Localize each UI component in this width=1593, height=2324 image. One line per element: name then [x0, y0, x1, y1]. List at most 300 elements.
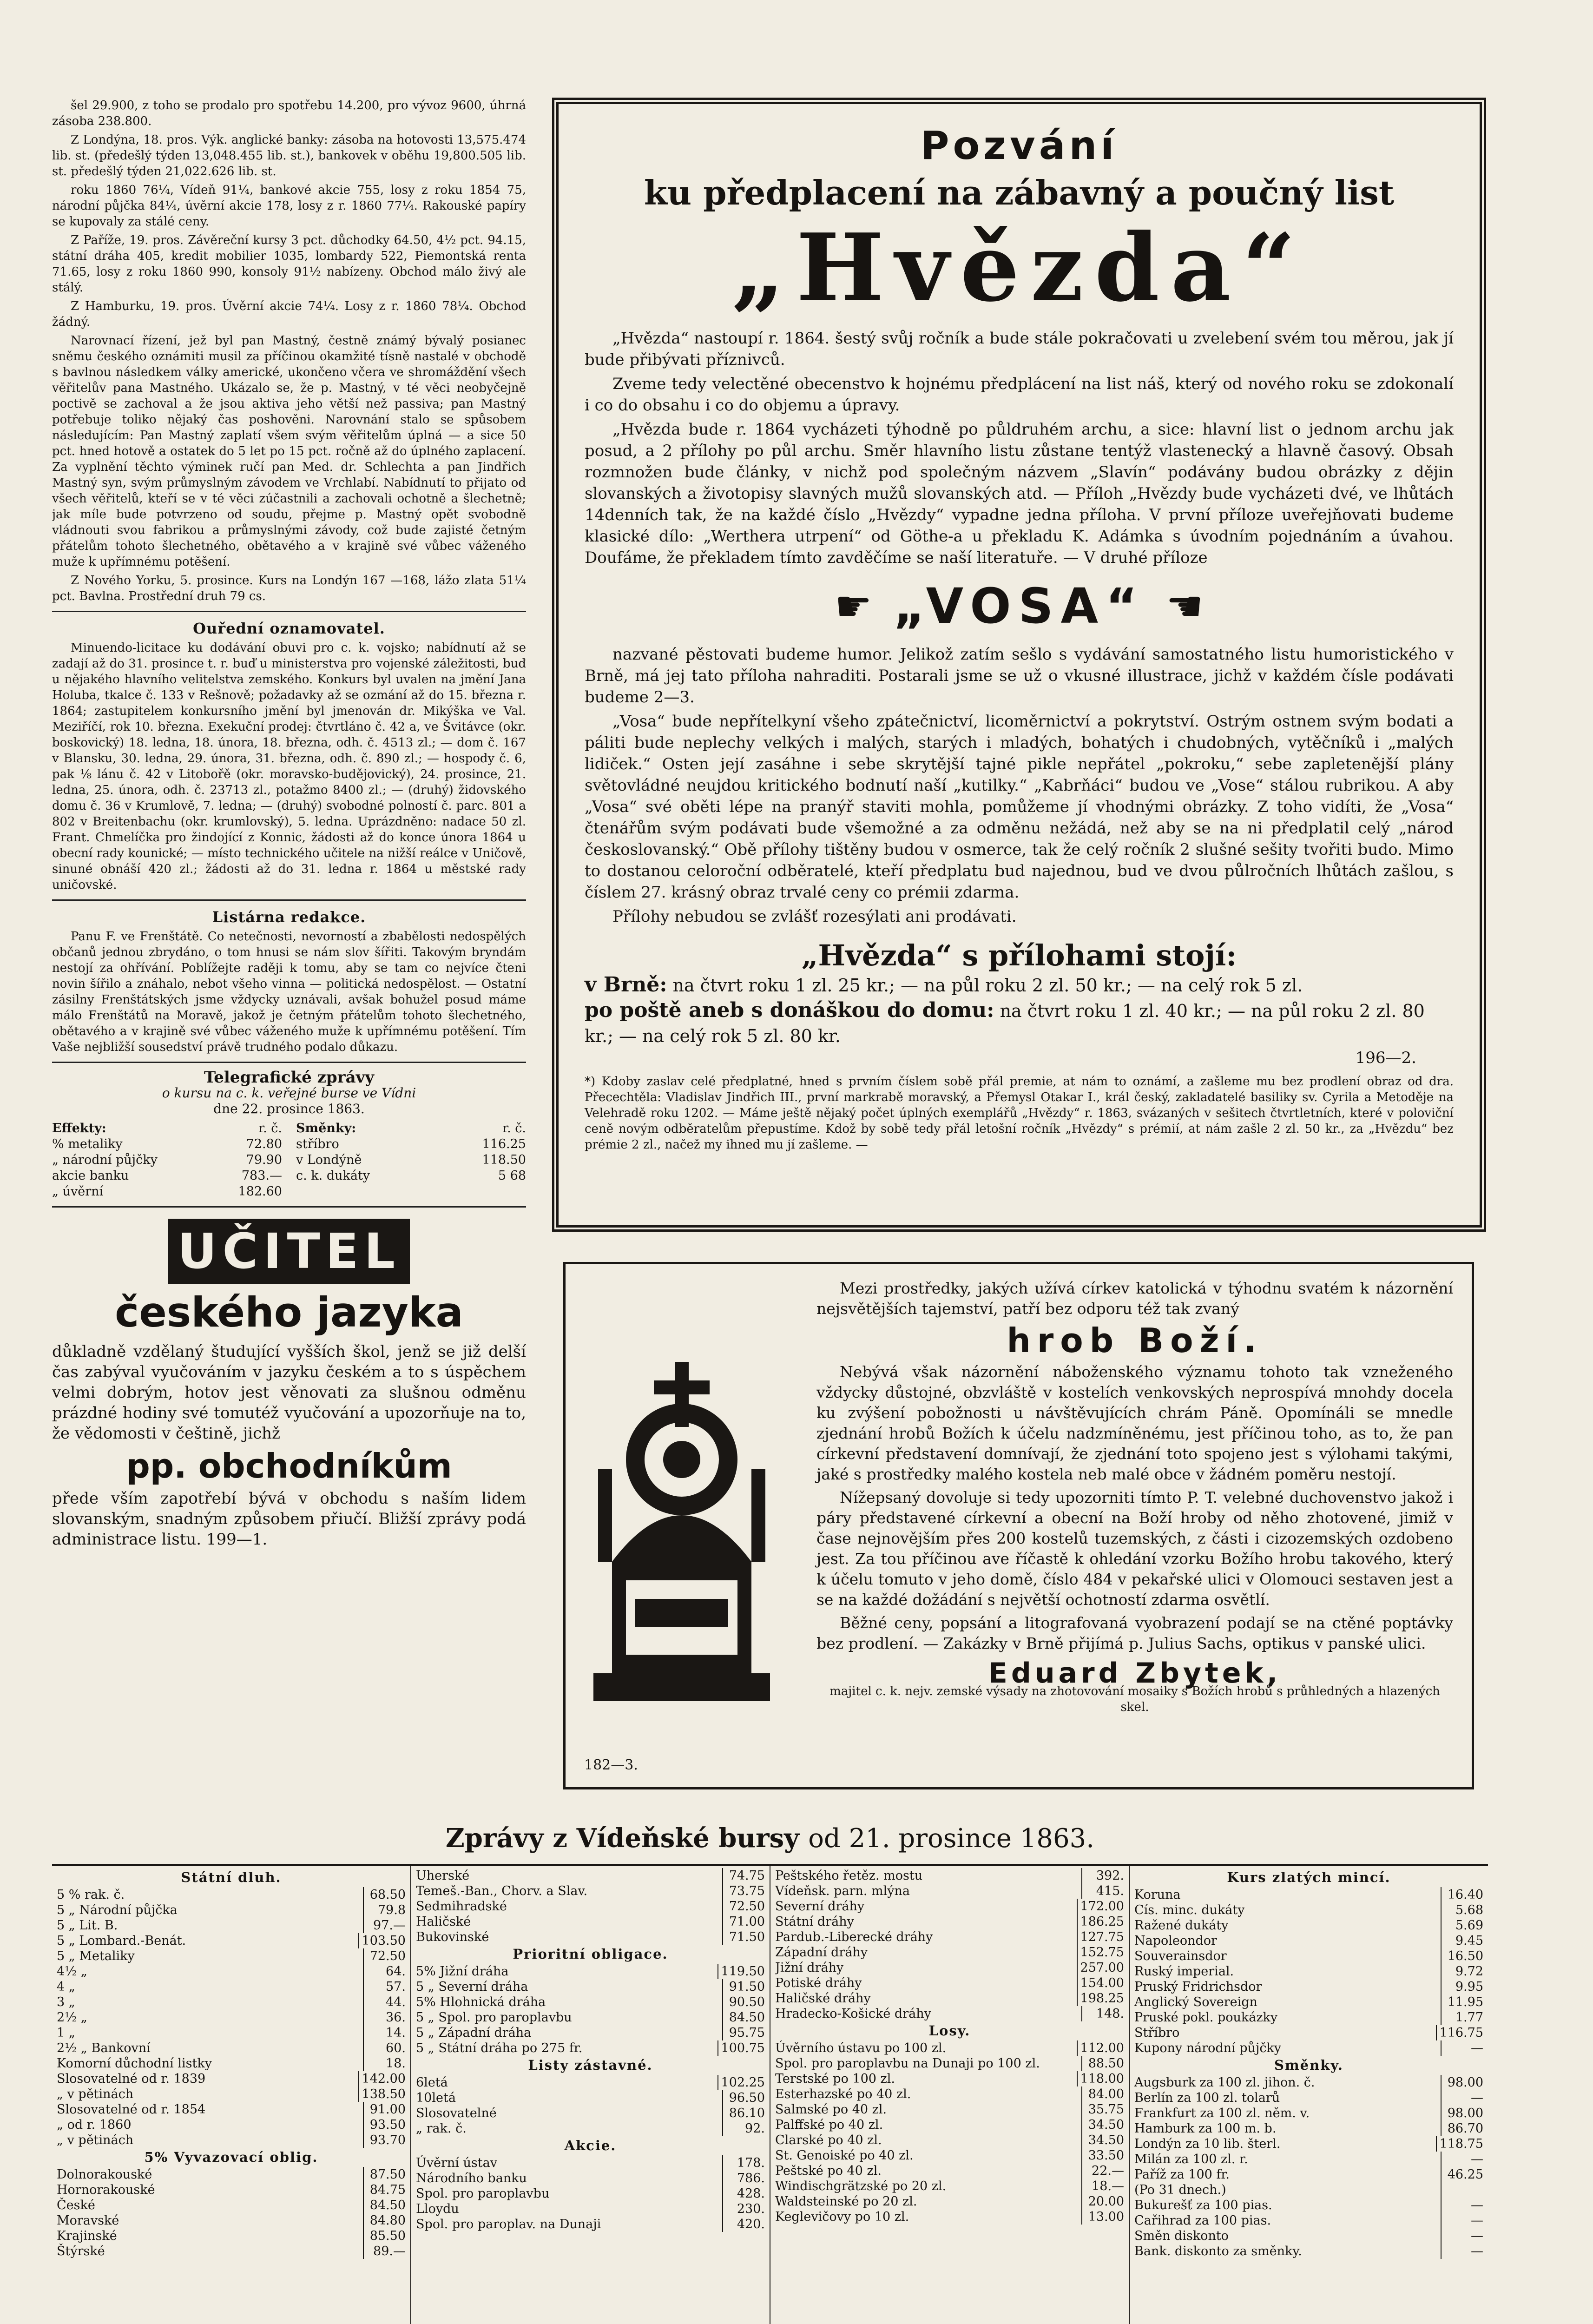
- teacher-ad-title: UČITEL: [168, 1219, 410, 1284]
- table-row: [416, 2201, 765, 2217]
- pointing-hand-icon: ☛: [1159, 581, 1204, 631]
- holy-sepulchre-title: hrob Boží.: [1007, 1321, 1263, 1360]
- table-row: [416, 1979, 765, 1994]
- exchange-section-heading: Listy zástavné.: [528, 2057, 653, 2073]
- security-price: 57.: [363, 1979, 406, 1994]
- table-row: [416, 2121, 765, 2136]
- table-row: [57, 1918, 406, 1933]
- table-row: [1134, 2106, 1483, 2121]
- security-name: Londýn za 10 lib. šterl.: [1134, 2137, 1281, 2151]
- subscription-paragraph: „Hvězda bude r. 1864 vycházeti týhodně po půldruhém archu, a sice: hlavní list o jednom archu jak posud, a 2 přílohy po půl archu. Směr hlavního listu zůstane tentýž vlastenecký a hlavně časový. Obsah rozmnožen bude články, v nichž pod společným názvem „Slavín“ podávány budou obrázky z dějin slovanských a životopisy slavných mužů slovanských atd. — Příloh „Hvězdy bude vycházeti dvé, ve lhůtách 14denních tak, že na každé číslo „Hvězdy“ vypadne jedna příloha. V první příloze uveřejňovati budeme klasické dílo: „Werthera utrpení“ od Göthe-a u překladu K. Adámka s úvodním pojednáním a úvahou. Doufáme, že překladem tímto zavděčíme se naší literatuře. — V druhé příloze: [585, 420, 1454, 567]
- security-price: 44.: [363, 1994, 406, 2010]
- table-row: [775, 2133, 1124, 2148]
- security-name: Augsburk za 100 zl. jihon. č.: [1134, 2075, 1315, 2090]
- table-row: [57, 2244, 406, 2259]
- security-price: 35.75: [1081, 2102, 1124, 2117]
- security-name: 5% Hlohnická dráha: [416, 1995, 546, 2009]
- security-price: —: [1441, 2090, 1483, 2106]
- table-row: [1134, 2075, 1483, 2090]
- subscription-paragraph: Přílohy nebudou se zvlášť rozesýlati ani prodávati.: [612, 907, 1017, 926]
- security-name: Keglevičovy po 10 zl.: [775, 2210, 909, 2224]
- security-name: Severní dráhy: [775, 1899, 865, 1914]
- divider: [52, 1206, 526, 1208]
- security-price: 86.10: [722, 2106, 765, 2121]
- security-name: Esterhazské po 40 zl.: [775, 2087, 911, 2101]
- table-row: akcie banku 783.—: [52, 1169, 282, 1183]
- security-name: Palffské po 40 zl.: [775, 2118, 883, 2132]
- holy-sepulchre-paragraph: Mezi prostředky, jakých užívá církev katolická v týhodnu svatém k názornění nejsvětějších tajemství, patří bez odporu též tak zvaný: [816, 1279, 1453, 1318]
- table-row: [57, 1948, 406, 1964]
- security-name: Pruský Fridrichsdor: [1134, 1980, 1262, 1994]
- table-row: [57, 2040, 406, 2056]
- table-row: [775, 2102, 1124, 2117]
- table-row: [1134, 2090, 1483, 2106]
- stock-exchange-table: [52, 1864, 1488, 2324]
- table-row: [1134, 1994, 1483, 2010]
- security-name: Windischgrätzské po 20 zl.: [775, 2179, 947, 2193]
- holy-sepulchre-paragraph: Nebývá však názornění náboženského významu tohoto tak vzneženého vždycky důstojné, obzvláště v kostelích venkovských neprospívá mnohdy docela ku zvýšení pobožnosti u návštěvujících chrám Páně. Opomínáli se mnedle zjednání hrobů Božích k účelu nadzmíněnému, jest příčinou toho, as to, že pan církevní představení domnívají, že zjednání toto spojeno jest s výlohami takými, jaké s prostředky malého kostela neb malé obce v žádném poměru nestojí.: [816, 1363, 1453, 1483]
- security-name: Cařihrad za 100 pias.: [1134, 2213, 1271, 2228]
- table-row: [57, 2025, 406, 2040]
- table-row: [1134, 2152, 1483, 2167]
- security-price: 73.75: [722, 1883, 765, 1899]
- security-name: Úvěrního ústavu po 100 zl.: [775, 2041, 947, 2055]
- security-name: Haličské dráhy: [775, 1991, 871, 2006]
- vosa-title: „VOSA“: [893, 578, 1145, 634]
- table-row: [1134, 2182, 1483, 2198]
- table-row: [57, 1902, 406, 1918]
- security-price: 9.72: [1441, 1964, 1483, 1979]
- table-row: [775, 1868, 1124, 1883]
- table-row: [57, 1933, 406, 1948]
- table-row: [775, 1929, 1124, 1945]
- security-name: Terstské po 100 zl.: [775, 2072, 895, 2086]
- table-row: [416, 2106, 765, 2121]
- price-post: po poště aneb s donáškou do domu: na čtvrt roku 1 zl. 40 kr.; — na půl roku 2 zl. 80 kr.; — na celý rok 5 zl. 80 kr.: [585, 998, 1425, 1046]
- security-price: 5.69: [1441, 1918, 1483, 1933]
- table-row: [775, 2163, 1124, 2179]
- exchange-column-1: [52, 1866, 411, 2324]
- security-name: Temeš.-Ban., Chorv. a Slav.: [416, 1884, 588, 1898]
- official-notices-body: Minuendo-licitace ku dodávání obuvi pro c. k. vojsko; nabídnutí až se zadají až do 31. prosince t. r. buď u ministerstva pro vojenské záležitosti, buď u nějakého hlavního velitelstva zemského. Konkurs byl uvalen na jmění Jana Holuba, tkalce č. 133 v Rešnově; požadavky až se ozmání až do 15. března r. 1864; zastupitelem konkursního jmění byl jmenován dr. Mikýška ve Val. Meziříčí, rok 10. března. Exekuční prodej: čtvrtláno č. 42 a, ve Švitávce (okr. boskovický) 18. ledna, 18. února, 18. března, odh. č. 4513 zl.; — dom č. 167 v Blansku, 30. ledna, 29. února, 31. března, odh. č. 890 zl.; — hospody č. 6, pak ⅛ lánu č. 42 v Litobořě (okr. moravsko-budějovický), 24. prosince, 21. ledna, 25. února, odh. č. 23713 zl., potažmo 8400 zl.; — (druhý) židovského domu č. 36 v Krumlově, 7. ledna; — (druhý) svobodné polností č. parc. 801 a 802 v Breitenbachu (okr. krumlovský), 5. ledna. Uprázdněno: nadace 50 zl. Frant. Chmelíčka pro žindojící z Konnic, žádosti až do konce února 1864 u obecní rady kounické; — místo technického učitele na nižší reálce v Uničově, sinuné obnáší 420 zl.; žádosti až do 31. ledna r. 1864 u městské rady uničovské.: [52, 641, 526, 892]
- security-name: 5 „ Lombard.-Benát.: [57, 1934, 186, 1948]
- security-price: 154.00: [1077, 1975, 1124, 1991]
- security-name: (Po 31 dnech.): [1134, 2183, 1226, 2197]
- security-price: 71.00: [722, 1914, 765, 1929]
- teacher-ad-ref: 199—1.: [206, 1530, 268, 1549]
- security-price: 178.: [722, 2155, 765, 2171]
- table-row: [57, 2117, 406, 2133]
- vosa-body: [585, 644, 1454, 927]
- table-row: [57, 2010, 406, 2025]
- security-price: 11.95: [1441, 1994, 1483, 2010]
- table-row: [416, 1883, 765, 1899]
- table-row: [57, 1994, 406, 2010]
- security-price: 198.25: [1077, 1991, 1124, 2006]
- table-row: [1134, 1887, 1483, 1902]
- vosa-banner: [585, 578, 1454, 634]
- security-name: Hradecko-Košické dráhy: [775, 2007, 931, 2021]
- security-price: 9.95: [1441, 1979, 1483, 1994]
- table-row: [57, 2228, 406, 2244]
- security-price: 18.: [363, 2056, 406, 2071]
- security-price: 71.50: [722, 1929, 765, 1945]
- security-name: „ v pětinách: [57, 2087, 134, 2101]
- table-row: [416, 2075, 765, 2090]
- security-name: 10letá: [416, 2091, 456, 2105]
- table-row: [1134, 2121, 1483, 2136]
- security-price: —: [1441, 2198, 1483, 2213]
- security-price: 84.50: [722, 2010, 765, 2025]
- table-row: [57, 1979, 406, 1994]
- security-name: Dolnorakouské: [57, 2167, 152, 2182]
- table-row: [1134, 1918, 1483, 1933]
- security-price: 14.: [363, 2025, 406, 2040]
- security-name: Stříbro: [1134, 2026, 1180, 2040]
- security-price: 96.50: [722, 2090, 765, 2106]
- security-price: 9.45: [1441, 1933, 1483, 1948]
- table-row: [416, 1964, 765, 1979]
- security-price: 97.—: [363, 1918, 406, 1933]
- left-column: [52, 98, 526, 1803]
- security-price: —: [1441, 2152, 1483, 2167]
- security-price: 102.25: [718, 2075, 765, 2090]
- table-row: [416, 2040, 765, 2056]
- smenky-column: [296, 1121, 526, 1200]
- price-heading: „Hvězda“ s přílohami stojí:: [801, 938, 1237, 972]
- table-row: [775, 2209, 1124, 2225]
- security-name: 5% Jižní dráha: [416, 1964, 509, 1979]
- security-name: Souverainsdor: [1134, 1949, 1227, 1963]
- hamburg-report: Z Hamburku, 19. pros. Úvěrní akcie 74¼. Losy z r. 1860 78¼. Obchod žádný.: [52, 299, 526, 329]
- security-price: 5.68: [1441, 1902, 1483, 1918]
- security-name: 5 „ Spol. pro paroplavbu: [416, 2010, 572, 2025]
- security-name: 5 „ Západní dráha: [416, 2026, 532, 2040]
- security-name: Úvěrní ústav: [416, 2156, 497, 2170]
- security-price: 186.25: [1077, 1914, 1124, 1929]
- security-name: 3 „: [57, 1995, 75, 2009]
- exchange-section-heading: Směnky.: [1274, 2057, 1343, 2073]
- table-row: % metaliky 72.80: [52, 1137, 282, 1151]
- smenky-unit: r. č.: [502, 1121, 526, 1136]
- security-name: Peštské po 40 zl.: [775, 2164, 882, 2178]
- security-name: Štýrské: [57, 2244, 105, 2258]
- security-name: Spol. pro paroplavbu na Dunaji po 100 zl.: [775, 2056, 1040, 2071]
- security-price: 1.77: [1441, 2010, 1483, 2025]
- security-price: 118.00: [1077, 2071, 1124, 2086]
- table-row: [416, 1899, 765, 1914]
- table-row: [416, 2171, 765, 2186]
- security-name: Slosovatelné: [416, 2106, 497, 2120]
- holy-sepulchre-ad: [563, 1262, 1474, 1789]
- table-row: [1134, 1948, 1483, 1964]
- exchange-section-heading: Prioritní obligace.: [513, 1946, 668, 1962]
- security-name: 6letá: [416, 2075, 448, 2090]
- holy-sepulchre-text: [816, 1278, 1453, 1715]
- divider: [52, 899, 526, 901]
- security-price: 92.: [722, 2121, 765, 2136]
- table-row: „ národní půjčky 79.90: [52, 1153, 282, 1167]
- security-price: 152.75: [1077, 1945, 1124, 1960]
- telegraph-date: dne 22. prosince 1863.: [213, 1101, 365, 1116]
- security-price: 118.75: [1436, 2136, 1483, 2152]
- editorial-letters-body: Panu F. ve Frenštátě. Co netečnosti, nevorností a zbabělosti nedospělých občanů jednou zbrydáno, o tom hnusi se nám slov šířiti. Takovým bryndám nestojí za ohřívání. Poblížejte raději k tomu, aby se tam co nejvíce čteni novin šířilo a znáhalo, nebot všeho vinna — politická nedospělost. — Ostatní zásilny Frenštátských jsme vždycky uznávali, avšak bohužel posud máme málo Frenštátů na Moravě, jakož je četným přátelům tohoto šlechetného, obětavého a v krajině své vůbec váženého muže k upřímnému potěšení. Tím Vaše nejbližší sousedství právě trudného podalo důkazu.: [52, 930, 526, 1054]
- table-row: [775, 1899, 1124, 1914]
- security-name: 2½ „: [57, 2010, 87, 2025]
- security-name: Paříž za 100 fr.: [1134, 2167, 1230, 2182]
- security-price: 172.00: [1077, 1899, 1124, 1914]
- security-name: Napoleondor: [1134, 1934, 1217, 1948]
- effekty-unit: r. č.: [258, 1121, 282, 1136]
- exchange-section-heading: 5% Vyvazovací oblig.: [144, 2149, 318, 2165]
- security-name: 5 % rak. č.: [57, 1888, 125, 1902]
- table-row: [57, 2056, 406, 2071]
- table-row: [416, 1868, 765, 1883]
- teacher-ad-subtitle: českého jazyka: [115, 1288, 463, 1336]
- security-price: 87.50: [363, 2167, 406, 2182]
- security-price: 84.50: [363, 2198, 406, 2213]
- smenky-heading: Směnky:: [296, 1121, 356, 1136]
- market-intro: šel 29.900, z toho se prodalo pro spotřebu 14.200, pro vývoz 9600, úhrná zásoba 238.800.: [52, 99, 526, 128]
- security-price: 20.00: [1081, 2194, 1124, 2209]
- security-name: Kupony národní půjčky: [1134, 2041, 1282, 2055]
- security-price: 112.00: [1077, 2040, 1124, 2056]
- security-name: Vídeňsk. parn. mlýna: [775, 1884, 910, 1898]
- security-name: Bank. diskonto za směnky.: [1134, 2244, 1302, 2258]
- security-name: Krajinské: [57, 2229, 117, 2243]
- pointing-hand-icon: ☛: [834, 581, 880, 631]
- security-name: Západní dráhy: [775, 1945, 868, 1960]
- security-name: Slosovatelné od r. 1854: [57, 2102, 206, 2117]
- advertiser-name: Eduard Zbytek,: [988, 1657, 1282, 1690]
- table-row: [775, 2148, 1124, 2163]
- teacher-ad-target: pp. obchodníkům: [126, 1446, 452, 1486]
- table-row: [57, 2198, 406, 2213]
- security-name: 4½ „: [57, 1964, 87, 1979]
- security-price: 142.00: [358, 2071, 406, 2086]
- security-name: Berlín za 100 zl. tolarů: [1134, 2091, 1280, 2105]
- security-price: 79.8: [363, 1902, 406, 1918]
- exchange-column-2: [411, 1866, 770, 2324]
- table-row: c. k. dukáty 5 68: [296, 1169, 526, 1183]
- security-price: 64.: [363, 1964, 406, 1979]
- exchange-section-heading: Akcie.: [564, 2138, 617, 2153]
- security-price: 72.50: [722, 1899, 765, 1914]
- table-row: [1134, 2213, 1483, 2228]
- security-name: Lloydu: [416, 2202, 459, 2216]
- hvezda-masthead: „Hvězda“: [731, 213, 1307, 323]
- security-name: 5 „ Národní půjčka: [57, 1903, 178, 1917]
- security-name: 5 „ Lit. B.: [57, 1918, 118, 1933]
- table-row: [775, 2194, 1124, 2209]
- subscription-paragraph: nazvané pěstovati budeme humor. Jelikož zatím sešlo s vydávání samostatného listu humoristického v Brně, má jej tato příloha nahraditi. Postarali jsme se už o vkusné illustrace, jichž v každém čísle podávati budeme 2—3.: [585, 645, 1454, 706]
- official-notices-heading: Ouřední oznamovatel.: [193, 620, 385, 637]
- security-name: Peštského řetěz. mostu: [775, 1868, 923, 1883]
- security-price: 93.70: [363, 2133, 406, 2148]
- holy-sepulchre-paragraph: Nížepsaný dovoluje si tedy upozorniti tímto P. T. velebné duchovenstvo jakož i páry představené církevní a obecní na Boží hroby od něho zhotovené, jimiž v čase nejnovějším přes 200 kostelů tuzemských, z části i cizozemských ozdobeno jest. Za tou příčinou ave říčastě k ohledání vzorku Božího hrobu takového, který k účelu tomuto v jeho domě, číslo 484 v pekařské ulici v Olomouci sestaven jest a se na každé dožádání s největší ochotností zdarma osvětlí.: [816, 1488, 1453, 1609]
- security-price: 138.50: [358, 2086, 406, 2102]
- security-name: Slosovatelné od r. 1839: [57, 2072, 206, 2086]
- table-row: [775, 2040, 1124, 2056]
- table-row: [416, 1929, 765, 1945]
- security-name: Státní dráhy: [775, 1915, 854, 1929]
- teacher-ad-ending: přede vším zapotřebí bývá v obchodu s naším lidem slovanským, snadným způsobem přiučí. Bližší zprávy podá administrace listu. 199—1.: [52, 1489, 526, 1549]
- table-row: [57, 2071, 406, 2086]
- subscription-paragraph: „Hvězda“ nastoupí r. 1864. šestý svůj ročník a bude stále pokračovati u zvelebení svém tou měrou, jak jí bude přibývati příznivců.: [585, 329, 1454, 369]
- security-name: Pardub.-Liberecké dráhy: [775, 1930, 933, 1944]
- security-price: 72.50: [363, 1948, 406, 1964]
- security-price: —: [1441, 2244, 1483, 2259]
- security-price: 428.: [722, 2186, 765, 2201]
- subscription-ad: [552, 98, 1486, 1232]
- newyork-report: Z Nového Yorku, 5. prosince. Kurs na Londýn 167 —168, lážo zlata 51¼ pct. Bavlna. Prostřední druh 79 cs.: [52, 574, 526, 603]
- security-price: 68.50: [363, 1887, 406, 1902]
- security-name: Haličské: [416, 1915, 471, 1929]
- table-row: v Londýně 118.50: [296, 1153, 526, 1167]
- subscription-paragraph: Zveme tedy velectěné obecenstvo k hojnému předplácení na list náš, který od nového roku se zdokonalí i co do obsahu i co do objemu a úpravy.: [585, 375, 1454, 415]
- security-name: „ rak. č.: [416, 2121, 467, 2136]
- security-name: Koruna: [1134, 1888, 1181, 1902]
- security-name: Frankfurt za 100 zl. něm. v.: [1134, 2106, 1310, 2120]
- table-row: [1134, 2198, 1483, 2213]
- security-price: 91.00: [363, 2102, 406, 2117]
- stock-exchange-heading: Zprávy z Vídeňské bursy od 21. prosince 1863.: [445, 1823, 1095, 1854]
- security-price: 91.50: [722, 1979, 765, 1994]
- table-row: [1134, 1964, 1483, 1979]
- security-name: Waldsteinské po 20 zl.: [775, 2194, 917, 2209]
- table-row: [775, 2056, 1124, 2071]
- table-row: [775, 1991, 1124, 2006]
- security-price: 84.75: [363, 2182, 406, 2198]
- table-row: [57, 2102, 406, 2117]
- exchange-column-4: [1130, 1866, 1488, 2324]
- security-name: Pruské pokl. poukázky: [1134, 2010, 1278, 2025]
- security-price: 34.50: [1081, 2117, 1124, 2133]
- ad-reference: 182—3.: [584, 1757, 638, 1773]
- table-row: [775, 2006, 1124, 2021]
- telegraph-subheading: o kursu na c. k. veřejné burse ve Vídni: [162, 1085, 416, 1101]
- security-name: Jižní dráhy: [775, 1961, 844, 1975]
- table-row: [775, 2071, 1124, 2086]
- table-row: [57, 1964, 406, 1979]
- security-name: 4 „: [57, 1980, 75, 1994]
- security-name: Směn diskonto: [1134, 2229, 1229, 2243]
- security-name: Sedmihradské: [416, 1899, 507, 1914]
- table-row: [775, 1975, 1124, 1991]
- security-name: 1 „: [57, 2026, 75, 2040]
- price-brno: v Brně: na čtvrt roku 1 zl. 25 kr.; — na půl roku 2 zl. 50 kr.; — na celý rok 5 zl.: [585, 973, 1303, 997]
- security-price: 34.50: [1081, 2133, 1124, 2148]
- table-row: [775, 1914, 1124, 1929]
- security-price: 98.00: [1441, 2075, 1483, 2090]
- security-price: 90.50: [722, 1994, 765, 2010]
- vienna-report: roku 1860 76¼, Vídeň 91¼, bankové akcie 755, losy z roku 1854 75, národní půjčka 84¼, úvěrní akcie 178, losy z r. 1860 77¼. Rakouské papíry se kupovaly za stálé ceny.: [52, 183, 526, 229]
- table-row: [1134, 2167, 1483, 2182]
- security-name: 2½ „ Bankovní: [57, 2041, 151, 2055]
- security-price: 119.50: [718, 1964, 765, 1979]
- security-price: —: [1441, 2213, 1483, 2228]
- telegraph-heading: Telegrafické zprávy: [204, 1068, 375, 1087]
- security-name: 5 „ Severní dráha: [416, 1980, 528, 1994]
- london-report: Z Londýna, 18. pros. Výk. anglické banky: zásoba na hotovosti 13,575.474 lib. st. (předešlý týden 13,048.455 lib. st.), bankovek v oběhu 19,800.505 lib. st. předešlý týden 21,022.626 lib. st.: [52, 133, 526, 178]
- security-name: Moravské: [57, 2213, 119, 2228]
- security-price: 89.—: [363, 2244, 406, 2259]
- security-price: 84.80: [363, 2213, 406, 2228]
- table-row: [1134, 1979, 1483, 1994]
- security-price: 16.40: [1441, 1887, 1483, 1902]
- security-price: 60.: [363, 2040, 406, 2056]
- table-row: [1134, 2244, 1483, 2259]
- security-name: Bukovinské: [416, 1930, 489, 1944]
- security-price: 22.—: [1081, 2163, 1124, 2179]
- security-price: 85.50: [363, 2228, 406, 2244]
- settlement-report: Narovnací řízení, jež byl pan Mastný, čestně známý bývalý posianec sněmu českého oznámiti musil za příčinou okamžité tísně nastalé v obchodě s bavlnou následkem války americké, ukončeno včera ve shromáždění všech věřitelův pana Mastného. Ukázalo se, že p. Mastný, v té věci neobyčejně poctivě se zachoval a že jsou aktiva jeho větší než passiva; pan Mastný potřebuje toliko nějaký čas poshověni. Narovnání stalo se spůsobem následujícím: Pan Mastný zaplatí všem svým věřitelům úplná — a sice 50 pct. hned hotově a ostatek do 5 let po 15 pct. ročně až do úplného zaplacení. Za vyplnění těchto výminek ručí pan Med. dr. Schlechta a pan Jindřich Mastný syn, svým průmyslným závodem ve Vrchlabí. Nabídnutí to přijato od všech věřitelů, kteří se v té věci zúčastnili a zachovali ochotně a šlechetně; jak míle bude potvrzeno od soudu, přejme p. Mastný opět svobodně vládnouti svou fabrikou a průmyslnými závody, což bude zajisté četným přátelům tohoto šlechetného, obětavého a v krajině své vůbec váženého muže k upřímnému potěšení.: [52, 334, 526, 569]
- security-price: 148.: [1081, 2006, 1124, 2021]
- security-name: Salmské po 40 zl.: [775, 2102, 887, 2117]
- table-row: [416, 1994, 765, 2010]
- table-row: [1134, 1933, 1483, 1948]
- security-price: 16.50: [1441, 1948, 1483, 1964]
- security-name: Potiské dráhy: [775, 1976, 862, 1990]
- security-price: 116.75: [1436, 2025, 1483, 2040]
- security-name: Clarské po 40 zl.: [775, 2133, 882, 2147]
- exchange-column-3: [770, 1866, 1130, 2324]
- security-name: „ v pětinách: [57, 2133, 134, 2147]
- security-price: —: [1441, 2228, 1483, 2244]
- security-name: St. Genoiské po 40 zl.: [775, 2148, 914, 2163]
- table-row: [57, 2182, 406, 2198]
- security-name: Ruský imperial.: [1134, 1964, 1234, 1979]
- security-name: 5 „ Metaliky: [57, 1949, 135, 1963]
- sepulchre-illustration: [584, 1320, 779, 1710]
- table-row: [775, 1945, 1124, 1960]
- table-row: [57, 2133, 406, 2148]
- table-row: „ úvěrní 182.60: [52, 1184, 282, 1199]
- security-name: Bukurešť za 100 pias.: [1134, 2198, 1272, 2212]
- table-row: [775, 2117, 1124, 2133]
- table-row: [775, 1960, 1124, 1975]
- security-name: Hornorakouské: [57, 2183, 155, 2197]
- table-row: [57, 2167, 406, 2182]
- security-name: Národního banku: [416, 2171, 527, 2185]
- table-row: [57, 2213, 406, 2228]
- divider: [52, 611, 526, 612]
- security-name: Hamburk za 100 m. b.: [1134, 2121, 1277, 2136]
- security-price: 18.—: [1081, 2179, 1124, 2194]
- security-price: 46.25: [1441, 2167, 1483, 2182]
- security-name: Spol. pro paroplavbu: [416, 2186, 550, 2201]
- security-price: 36.: [363, 2010, 406, 2025]
- effekty-column: [52, 1121, 282, 1200]
- effekty-heading: Effekty:: [52, 1121, 106, 1136]
- table-row: [775, 1883, 1124, 1899]
- security-name: Ražené dukáty: [1134, 1918, 1229, 1933]
- holy-sepulchre-paragraph: Běžné ceny, popsání a litografovaná vyobrazení podají se na ctěné poptávky bez prodlení. — Zakázky v Brně přijímá p. Julius Sachs, optikus v panské ulici.: [816, 1614, 1453, 1652]
- security-name: Spol. pro paroplav. na Dunaji: [416, 2217, 601, 2232]
- security-price: 84.00: [1081, 2086, 1124, 2102]
- table-row: [416, 2010, 765, 2025]
- security-name: Anglický Sovereign: [1134, 1995, 1257, 2009]
- exchange-section-heading: Losy.: [928, 2023, 971, 2039]
- table-row: [416, 2155, 765, 2171]
- security-price: 420.: [722, 2217, 765, 2232]
- table-row: [416, 1914, 765, 1929]
- security-price: 88.50: [1081, 2056, 1124, 2071]
- teacher-ad-body: důkladně vzdělaný študující vyšších škol, jenž se již delší čas zabýval vyučováním v jazyku českém a to s úspěchem velmi dobrým, hotov jest věnovati za slušnou odměnu prázdné hodiny své tomutéž vyučování a upozorňuje na to, že vědomosti v češtině, jichž: [52, 1342, 526, 1443]
- security-name: „ od r. 1860: [57, 2118, 132, 2132]
- security-name: Cís. minc. dukáty: [1134, 1903, 1245, 1917]
- table-row: [1134, 2010, 1483, 2025]
